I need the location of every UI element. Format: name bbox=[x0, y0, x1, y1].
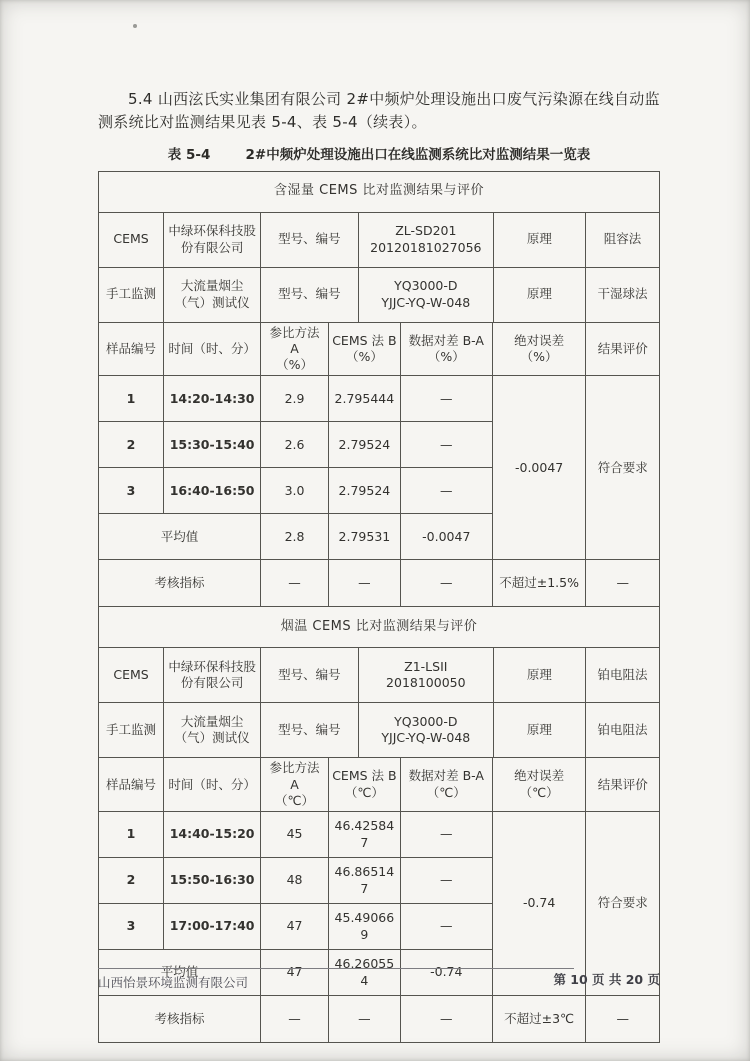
table-caption-title: 2#中频炉处理设施出口在线监测系统比对监测结果一览表 bbox=[245, 146, 591, 163]
manual-label-cell: 手工监测 bbox=[99, 703, 164, 758]
time-cell: 16:40-16:50 bbox=[164, 468, 261, 514]
cems-value-cell: 2.795444 bbox=[328, 376, 400, 422]
diff-cell: — bbox=[400, 468, 492, 514]
cems-value-cell: 46.865147 bbox=[328, 858, 400, 904]
sample-no-cell: 1 bbox=[99, 376, 164, 422]
model-value-cell bbox=[358, 212, 493, 267]
reference-value-cell: 2.9 bbox=[261, 376, 329, 422]
principle-value-cell: 铂电阻法 bbox=[585, 648, 659, 703]
section-temperature-title-row bbox=[98, 606, 660, 648]
col-time: 时间（时、分） bbox=[164, 758, 261, 812]
sample-no-cell: 1 bbox=[99, 812, 164, 858]
data-header-row bbox=[99, 758, 660, 812]
sample-no-cell: 3 bbox=[99, 904, 164, 950]
table-caption-label: 表 5-4 bbox=[167, 146, 211, 163]
average-cems-cell: 2.79531 bbox=[328, 514, 400, 560]
manual-device-cell: 大流量烟尘（气）测试仪 bbox=[164, 267, 261, 322]
assessment-cems-cell: — bbox=[328, 996, 400, 1043]
average-reference-cell: 47 bbox=[261, 950, 329, 996]
average-label-cell: 平均值 bbox=[99, 950, 261, 996]
col-data-diff: 数据对差 B-A （℃） bbox=[400, 758, 492, 812]
assessment-eval-cell: — bbox=[586, 560, 660, 607]
model-number: YQ3000-D bbox=[394, 714, 458, 729]
diff-cell: — bbox=[400, 376, 492, 422]
assessment-eval-cell: — bbox=[586, 996, 660, 1043]
page-footer bbox=[98, 968, 660, 991]
diff-cell: — bbox=[400, 812, 492, 858]
assessment-row bbox=[99, 560, 660, 607]
average-label-cell: 平均值 bbox=[99, 514, 261, 560]
average-reference-cell: 2.8 bbox=[261, 514, 329, 560]
col-time: 时间（时、分） bbox=[164, 322, 261, 376]
evaluation-merged-cell: 符合要求 bbox=[586, 812, 660, 996]
manual-info-row bbox=[99, 703, 660, 758]
assessment-row bbox=[99, 996, 660, 1043]
principle-value-cell: 铂电阻法 bbox=[585, 703, 659, 758]
comparison-table bbox=[98, 171, 660, 1044]
col-result-eval: 结果评价 bbox=[586, 322, 660, 376]
evaluation-merged-cell: 符合要求 bbox=[586, 376, 660, 560]
model-number: ZL-SD201 bbox=[395, 223, 457, 239]
time-cell: 15:50-16:30 bbox=[164, 858, 261, 904]
sample-no-cell: 2 bbox=[99, 858, 164, 904]
cems-label-cell: CEMS bbox=[99, 212, 164, 267]
time-cell: 14:20-14:30 bbox=[164, 376, 261, 422]
diff-cell: — bbox=[400, 422, 492, 468]
model-label-cell: 型号、编号 bbox=[261, 703, 359, 758]
assessment-label-cell: 考核指标 bbox=[99, 560, 261, 607]
model-label-cell: 型号、编号 bbox=[261, 212, 359, 267]
reference-value-cell: 45 bbox=[261, 812, 329, 858]
assessment-diff-cell: — bbox=[400, 996, 492, 1043]
intro-paragraph: 5.4 山西泫氏实业集团有限公司 2#中频炉处理设施出口废气污染源在线自动监测系统比对监测结果见表 5-4、表 5-4（续表）。 bbox=[98, 90, 660, 132]
serial-number: YJJC-YQ-W-048 bbox=[381, 730, 471, 746]
col-abs-error: 绝对误差 （℃） bbox=[492, 758, 586, 812]
sample-no-cell: 3 bbox=[99, 468, 164, 514]
scan-speck bbox=[133, 24, 137, 28]
data-row bbox=[99, 376, 660, 422]
col-data-diff: 数据对差 B-A （%） bbox=[400, 322, 492, 376]
average-diff-cell: -0.74 bbox=[400, 950, 492, 996]
abs-error-merged-cell: -0.74 bbox=[492, 812, 586, 996]
reference-value-cell: 2.6 bbox=[261, 422, 329, 468]
col-sample-no: 样品编号 bbox=[99, 758, 164, 812]
section-temperature-info bbox=[98, 647, 660, 758]
assessment-ref-cell: — bbox=[261, 560, 329, 607]
col-abs-error: 绝对误差 （%） bbox=[492, 322, 586, 376]
assessment-limit-cell: 不超过±1.5% bbox=[492, 560, 586, 607]
model-value-cell bbox=[358, 267, 493, 322]
serial-number: YJJC-YQ-W-048 bbox=[381, 294, 471, 310]
model-number: Z1-LSII bbox=[404, 659, 448, 674]
col-cems-b: CEMS 法 B （℃） bbox=[328, 758, 400, 812]
page-content bbox=[98, 88, 660, 1043]
col-result-eval: 结果评价 bbox=[586, 758, 660, 812]
manual-label-cell: 手工监测 bbox=[99, 267, 164, 322]
footer-divider bbox=[98, 968, 574, 969]
section-humidity-title-row bbox=[98, 171, 660, 213]
section-humidity-info bbox=[98, 212, 660, 323]
cems-device-cell: 中绿环保科技股份有限公司 bbox=[164, 212, 261, 267]
average-cems-cell: 46.260554 bbox=[328, 950, 400, 996]
time-cell: 15:30-15:40 bbox=[164, 422, 261, 468]
section-humidity-data bbox=[98, 322, 660, 608]
sample-no-cell: 2 bbox=[99, 422, 164, 468]
reference-value-cell: 3.0 bbox=[261, 468, 329, 514]
model-label-cell: 型号、编号 bbox=[261, 267, 359, 322]
model-value-cell bbox=[358, 703, 493, 758]
principle-label-cell: 原理 bbox=[493, 212, 585, 267]
cems-value-cell: 2.79524 bbox=[328, 468, 400, 514]
footer-page-number: 第 10 页 共 20 页 bbox=[553, 972, 660, 987]
manual-info-row bbox=[99, 267, 660, 322]
time-cell: 17:00-17:40 bbox=[164, 904, 261, 950]
col-reference-a: 参比方法 A （℃） bbox=[261, 758, 329, 812]
principle-label-cell: 原理 bbox=[493, 267, 585, 322]
col-sample-no: 样品编号 bbox=[99, 322, 164, 376]
principle-value-cell: 阻容法 bbox=[585, 212, 659, 267]
cems-info-row bbox=[99, 212, 660, 267]
diff-cell: — bbox=[400, 858, 492, 904]
footer-company-name: 山西怡景环境监测有限公司 bbox=[98, 975, 249, 990]
reference-value-cell: 47 bbox=[261, 904, 329, 950]
table-caption bbox=[98, 143, 660, 163]
cems-value-cell: 46.425847 bbox=[328, 812, 400, 858]
assessment-limit-cell: 不超过±3℃ bbox=[492, 996, 586, 1043]
model-number: YQ3000-D bbox=[394, 278, 458, 294]
cems-device-cell: 中绿环保科技股份有限公司 bbox=[164, 648, 261, 703]
section-title: 烟温 CEMS 比对监测结果与评价 bbox=[99, 607, 660, 648]
col-cems-b: CEMS 法 B （%） bbox=[328, 322, 400, 376]
model-label-cell: 型号、编号 bbox=[261, 648, 359, 703]
abs-error-merged-cell: -0.0047 bbox=[492, 376, 586, 560]
section-temperature-data bbox=[98, 757, 660, 1043]
data-header-row bbox=[99, 322, 660, 376]
assessment-cems-cell: — bbox=[328, 560, 400, 607]
section-title: 含湿量 CEMS 比对监测结果与评价 bbox=[99, 171, 660, 212]
serial-number: 20120181027056 bbox=[370, 239, 482, 255]
assessment-diff-cell: — bbox=[400, 560, 492, 607]
cems-value-cell: 2.79524 bbox=[328, 422, 400, 468]
principle-label-cell: 原理 bbox=[493, 648, 585, 703]
col-reference-a: 参比方法 A （%） bbox=[261, 322, 329, 376]
time-cell: 14:40-15:20 bbox=[164, 812, 261, 858]
principle-label-cell: 原理 bbox=[493, 703, 585, 758]
data-row bbox=[99, 812, 660, 858]
diff-cell: — bbox=[400, 904, 492, 950]
serial-number: 2018100050 bbox=[386, 675, 466, 691]
cems-value-cell: 45.490669 bbox=[328, 904, 400, 950]
assessment-ref-cell: — bbox=[261, 996, 329, 1043]
assessment-label-cell: 考核指标 bbox=[99, 996, 261, 1043]
model-value-cell bbox=[358, 648, 493, 703]
principle-value-cell: 干湿球法 bbox=[585, 267, 659, 322]
reference-value-cell: 48 bbox=[261, 858, 329, 904]
cems-label-cell: CEMS bbox=[99, 648, 164, 703]
average-diff-cell: -0.0047 bbox=[400, 514, 492, 560]
cems-info-row bbox=[99, 648, 660, 703]
manual-device-cell: 大流量烟尘（气）测试仪 bbox=[164, 703, 261, 758]
